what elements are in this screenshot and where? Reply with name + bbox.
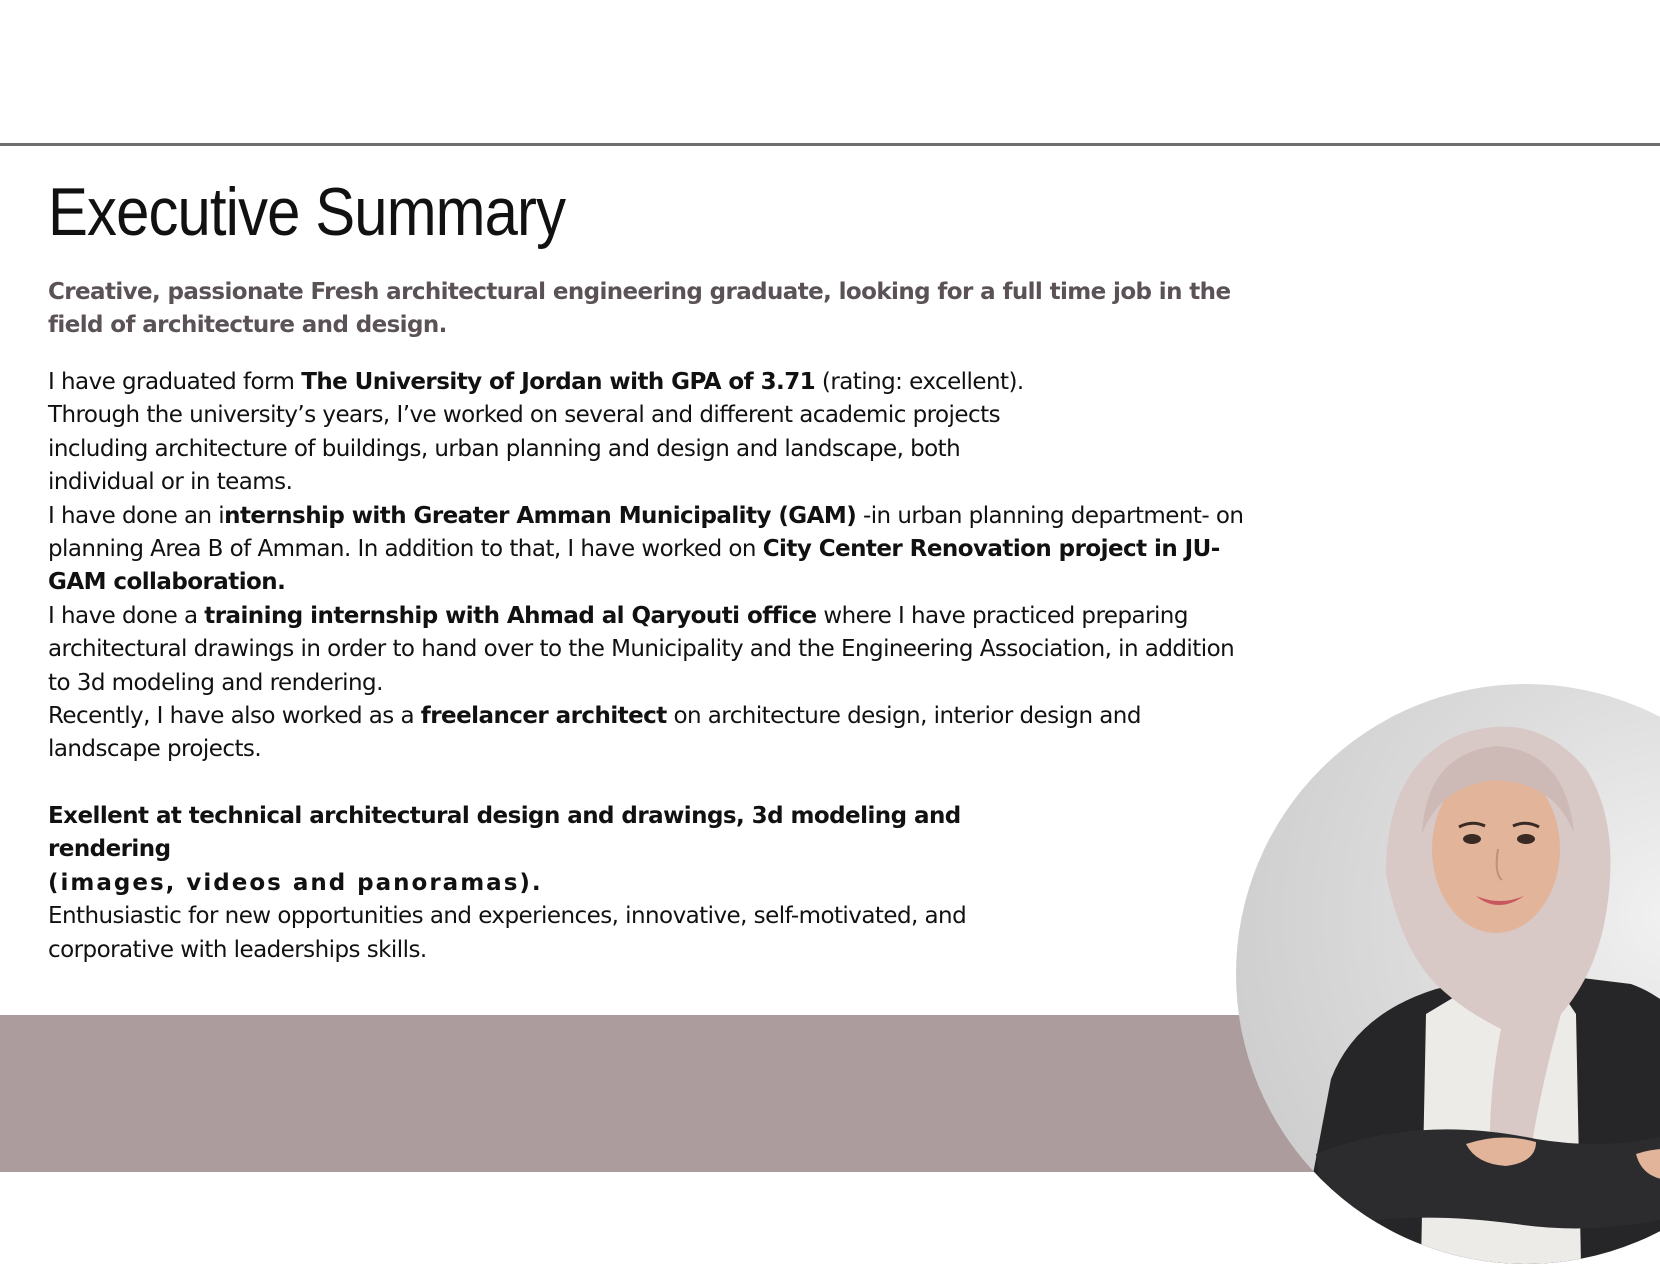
summary-body [48, 366, 1248, 967]
traits-line: Enthusiastic for new opportunities and experiences, innovative, self-motivated, and corporative with leaderships skills. [48, 903, 967, 963]
highlight-qaryouti: training internship with Ahmad al Qaryouti office [204, 602, 817, 629]
text-span: (rating: excellent). [815, 369, 1024, 395]
highlight-freelancer: freelancer architect [420, 703, 667, 730]
text-span: Recently, I have also worked as a [48, 703, 421, 730]
summary-content [48, 276, 1248, 967]
highlight-media: (images, videos and panoramas). [48, 869, 543, 896]
highlight-skills: Exellent at technical architectural design and drawings, 3d modeling and rendering [48, 802, 961, 863]
highlight-city-center: City Center Renovation project in JU-GAM collaboration. [48, 536, 1220, 596]
text-span: -in urban planning department- on planning Area B of Amman. In addition to that, I have worked on [48, 502, 1244, 563]
gam-internship [48, 500, 1248, 600]
header-divider [0, 143, 1660, 146]
text-span: I have graduated form [48, 369, 302, 395]
skills-line [48, 800, 1068, 900]
academic-projects: Through the university’s years, I’ve worked on several and different academic projects including architecture of buildings, urban planning and design and landscape, both individual or in teams. [48, 402, 1000, 496]
freelance [48, 700, 1248, 767]
portrait-illustration [1236, 684, 1660, 1264]
text-span: I have done a [48, 602, 205, 629]
tagline: Creative, passionate Fresh architectural engineering graduate, looking for a full time job in the field of architecture and design. [48, 279, 1231, 338]
profile-photo [1236, 684, 1660, 1264]
text-span: where I have practiced preparing architectural drawings in order to hand over to the Municipality and the Engineering Association, in addition to 3d modeling and rendering. [48, 602, 1235, 696]
highlight-gam: nternship with Greater Amman Municipality (GAM) [224, 502, 857, 529]
spacer [48, 767, 1248, 800]
text-span: I have done an i [48, 502, 225, 529]
page-title: Executive Summary [48, 174, 566, 250]
text-span: on architecture design, interior design and landscape projects. [48, 703, 1141, 763]
highlight-university: The University of Jordan with GPA of 3.71 [301, 369, 816, 395]
education-line [48, 366, 1248, 399]
training-internship [48, 600, 1248, 700]
